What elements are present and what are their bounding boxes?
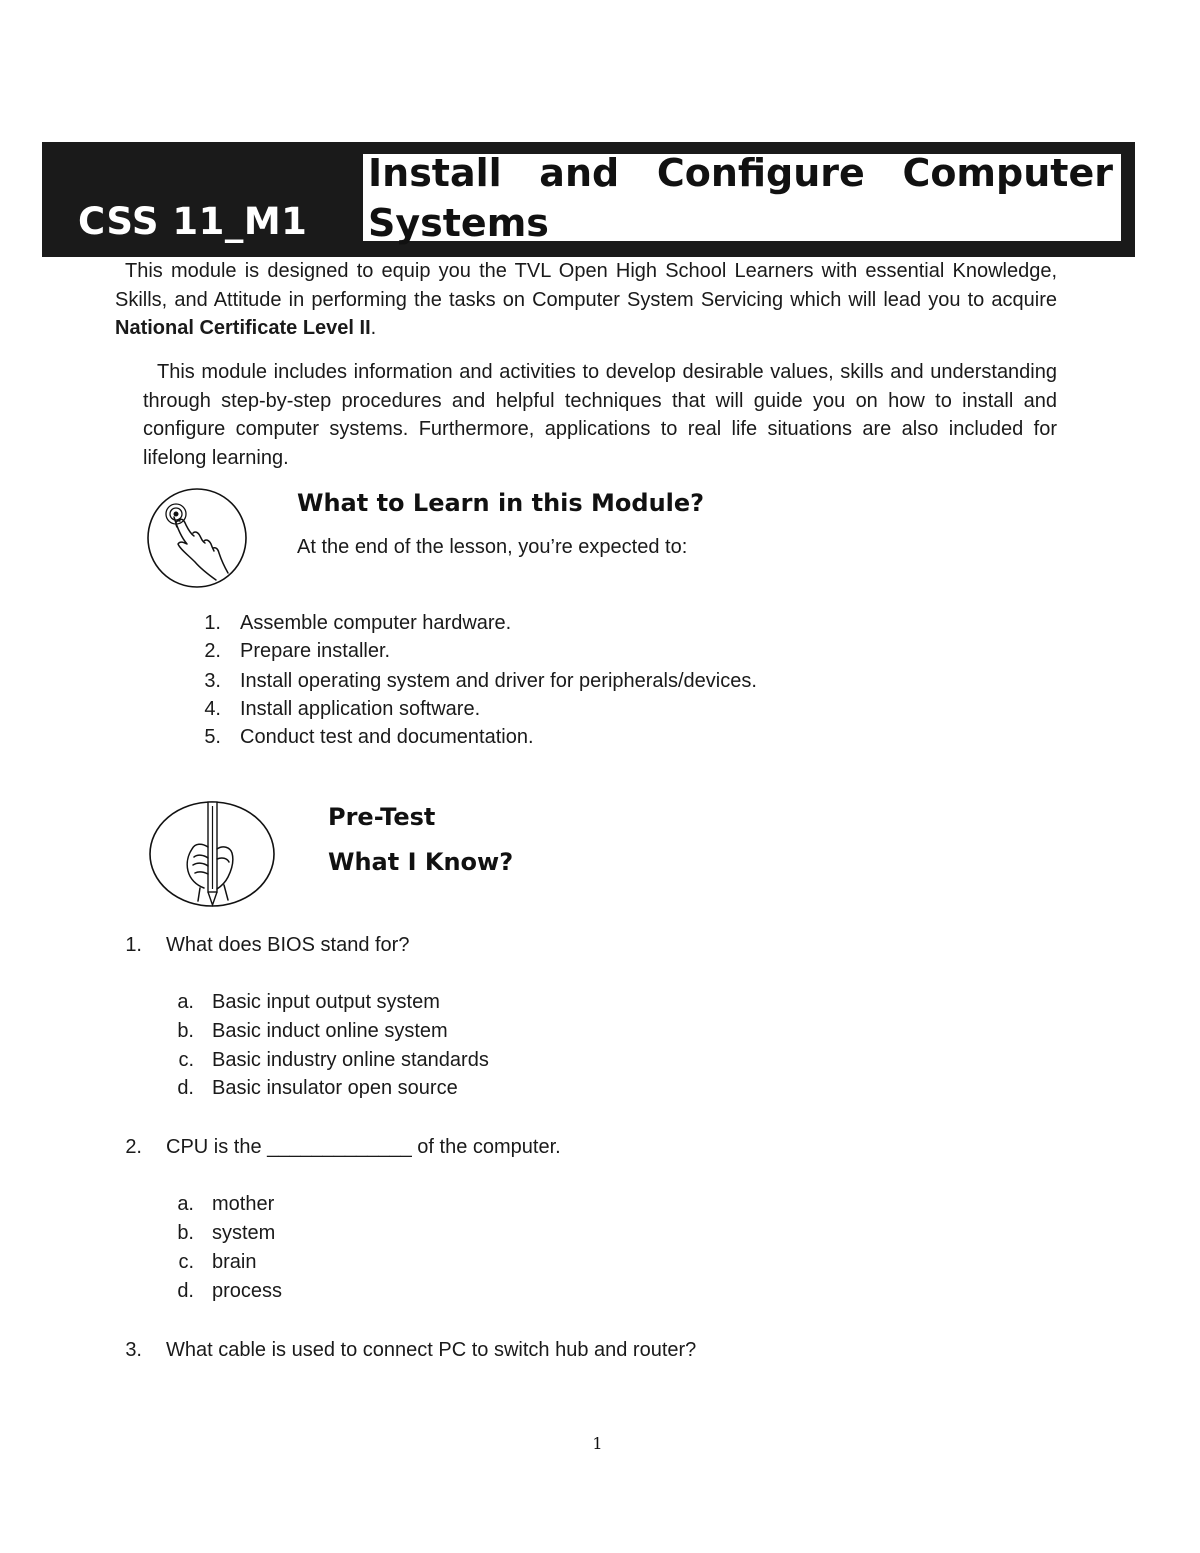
intro-paragraph-2: This module includes information and activities to develop desirable values, skills and understanding through step-by-step procedures and helpful techniques that will guide you on how to install and configure computer systems. Furthermore, applications to real life situations are also included for lifelong learning. bbox=[143, 361, 1057, 469]
certificate-name: National Certificate Level II bbox=[115, 317, 371, 339]
option-text: mother bbox=[212, 1193, 275, 1215]
option-letter: c. bbox=[178, 1049, 194, 1071]
pretest-heading: Pre-Test bbox=[328, 803, 436, 831]
item-number: 4. bbox=[204, 698, 221, 720]
module-title-line-1 bbox=[368, 150, 1113, 197]
question-text: CPU is the _____________ of the computer. bbox=[166, 1136, 561, 1158]
option-text: Basic industry online standards bbox=[212, 1049, 489, 1071]
touch-hand-icon bbox=[146, 487, 248, 593]
title-word: Computer bbox=[902, 151, 1113, 195]
module-code: CSS 11_M1 bbox=[78, 200, 308, 243]
option-letter: b. bbox=[177, 1020, 194, 1042]
item-text: Install application software. bbox=[240, 698, 481, 720]
what-i-know-heading: What I Know? bbox=[328, 848, 514, 876]
intro-period: . bbox=[370, 317, 377, 339]
option-text: Basic input output system bbox=[212, 991, 440, 1013]
option-letter: a. bbox=[177, 1193, 194, 1215]
title-word: Install bbox=[368, 151, 502, 195]
item-text: Prepare installer. bbox=[240, 640, 391, 662]
question-number: 2. bbox=[125, 1136, 142, 1158]
option-text: Basic insulator open source bbox=[212, 1077, 458, 1099]
title-word: Configure bbox=[656, 151, 865, 195]
option-text: system bbox=[212, 1222, 276, 1244]
item-text: Assemble computer hardware. bbox=[240, 612, 512, 634]
option-text: Basic induct online system bbox=[212, 1020, 448, 1042]
item-number: 2. bbox=[204, 640, 221, 662]
question-text: What cable is used to connect PC to switch hub and router? bbox=[166, 1339, 697, 1361]
option-letter: d. bbox=[177, 1280, 194, 1302]
item-number: 3. bbox=[204, 670, 221, 692]
page-number: 1 bbox=[592, 1434, 603, 1453]
question-number: 3. bbox=[125, 1339, 142, 1361]
learn-heading: What to Learn in this Module? bbox=[297, 489, 705, 517]
option-letter: b. bbox=[177, 1222, 194, 1244]
learn-lead-text: At the end of the lesson, you’re expected to: bbox=[297, 536, 688, 558]
item-number: 1. bbox=[204, 612, 221, 634]
option-letter: d. bbox=[177, 1077, 194, 1099]
option-text: brain bbox=[212, 1251, 257, 1273]
hand-pencil-icon bbox=[148, 797, 278, 915]
item-text: Conduct test and documentation. bbox=[240, 726, 534, 748]
intro-text: This module is designed to equip you the TVL Open High School Learners with essential Knowledge, Skills, and Attitude in performing the tasks on Computer System Servicing which will lead you to acquire bbox=[115, 260, 1057, 311]
question-text: What does BIOS stand for? bbox=[166, 934, 410, 956]
option-text: process bbox=[212, 1280, 283, 1302]
item-text: Install operating system and driver for peripherals/devices. bbox=[240, 670, 757, 692]
question-number: 1. bbox=[125, 934, 142, 956]
option-letter: c. bbox=[178, 1251, 194, 1273]
module-title-line-2: Systems bbox=[368, 201, 549, 245]
title-word: and bbox=[539, 151, 620, 195]
item-number: 5. bbox=[204, 726, 221, 748]
intro-paragraph-1 bbox=[115, 257, 1057, 343]
option-letter: a. bbox=[177, 991, 194, 1013]
